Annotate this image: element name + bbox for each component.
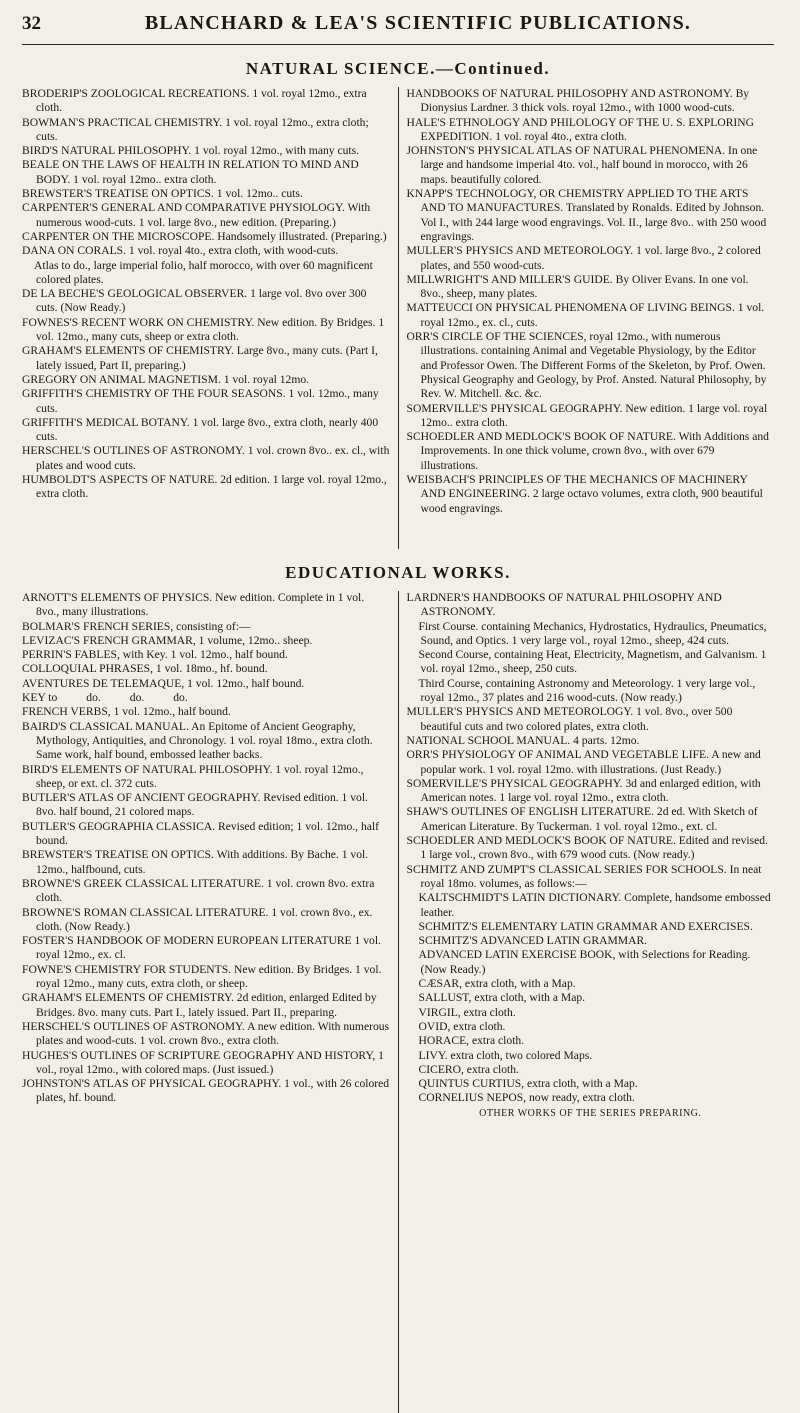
educational-right-column: [398, 591, 775, 1413]
book-entry: BIRD'S ELEMENTS OF NATURAL PHILOSOPHY. 1 vol. royal 12mo., sheep, or ext. cl. 372 cuts.: [22, 762, 364, 790]
book-entry: ORR'S CIRCLE OF THE SCIENCES, royal 12mo., with numerous illustrations. containing Animal and Vegetable Physiology, by the Editor and Professor Owen. The Different Forms of the Skeleton, by Prof. Owen. Physical Geography and Geology, by Prof. Ansted. Natural Philosophy, by Rev. W. Mitchell. &c. &c.: [406, 330, 767, 401]
book-entry: HERSCHEL'S OUTLINES OF ASTRONOMY. A new edition. With numerous plates and wood-cuts. 1 vol. crown 8vo., extra cloth.: [22, 1019, 390, 1048]
book-entry: AVENTURES DE TELEMAQUE, 1 vol. 12mo., half bound.: [22, 676, 305, 690]
book-entry: BIRD'S NATURAL PHILOSOPHY. 1 vol. royal 12mo., with many cuts.: [22, 144, 360, 158]
book-entry: HERSCHEL'S OUTLINES OF ASTRONOMY. 1 vol. crown 8vo.. ex. cl., with plates and wood cuts.: [22, 444, 390, 472]
book-entry: Third Course, containing Astronomy and Meteorology. 1 very large vol., royal 12mo., 37 plates and 216 wood-cuts. (Now ready.): [418, 676, 756, 705]
book-entry: KNAPP'S TECHNOLOGY, OR CHEMISTRY APPLIED TO THE ARTS AND TO MANUFACTURES. Translated by Ronalds. Edited by Johnson. Vol I., with 244 large wood engravings. Vol. II., large 8vo.. with 250 wood engravings.: [406, 187, 767, 243]
book-entry: LEVIZAC'S FRENCH GRAMMAR, 1 volume, 12mo.. sheep.: [22, 633, 313, 647]
book-entry: GREGORY ON ANIMAL MAGNETISM. 1 vol. royal 12mo.: [22, 372, 310, 386]
book-entry: DANA ON CORALS. 1 vol. royal 4to., extra cloth, with wood-cuts.: [22, 244, 339, 258]
book-entry: CICERO, extra cloth.: [418, 1062, 519, 1076]
book-entry: SCHMITZ AND ZUMPT'S CLASSICAL SERIES FOR SCHOOLS. In neat royal 18mo. volumes, as follows:—: [406, 862, 762, 890]
book-entry: SOMERVILLE'S PHYSICAL GEOGRAPHY. 3d and enlarged edition, with American notes. 1 large vol. royal 12mo., extra cloth.: [406, 776, 761, 805]
book-entry: CORNELIUS NEPOS, now ready, extra cloth.: [418, 1091, 635, 1105]
running-head: [22, 12, 774, 42]
book-entry: Atlas to do., large imperial folio, half morocco, with over 60 magnificent colored plates.: [34, 258, 373, 286]
educational-left-column: [22, 591, 398, 1413]
section-title-natural-science: NATURAL SCIENCE.—Continued.: [245, 59, 551, 78]
book-entry: CÆSAR, extra cloth, with a Map.: [418, 977, 576, 991]
section-natural-science: [22, 87, 774, 549]
book-entry: JOHNSTON'S ATLAS OF PHYSICAL GEOGRAPHY. 1 vol., with 26 colored plates, hf. bound.: [22, 1077, 390, 1105]
section-educational-works: [22, 591, 774, 1413]
book-entry: GRIFFITH'S CHEMISTRY OF THE FOUR SEASONS. 1 vol. 12mo., many cuts.: [22, 387, 379, 415]
book-entry: SCHOEDLER AND MEDLOCK'S BOOK OF NATURE. With Additions and Improvements. In one thick volume, crown 8vo., with over 679 illustrations.: [406, 430, 769, 472]
section-title-educational-works: EDUCATIONAL WORKS.: [285, 563, 511, 582]
book-entry: MATTEUCCI ON PHYSICAL PHENOMENA OF LIVING BEINGS. 1 vol. royal 12mo., ex. cl., cuts.: [406, 301, 765, 329]
book-entry: Second Course, containing Heat, Electricity, Magnetism, and Galvanism. 1 vol. royal 12mo., sheep, 250 cuts.: [418, 648, 767, 676]
book-entry: FRENCH VERBS, 1 vol. 12mo., half bound.: [22, 705, 231, 719]
book-entry: First Course. containing Mechanics, Hydrostatics, Hydraulics, Pneumatics, Sound, and Optics. 1 very large vol., royal 12mo., sheep, 424 cuts.: [418, 619, 767, 647]
natural-science-left-column: [22, 87, 398, 549]
book-entry: GRIFFITH'S MEDICAL BOTANY. 1 vol. large 8vo., extra cloth, nearly 400 cuts.: [22, 415, 379, 444]
book-entry: SCHOEDLER AND MEDLOCK'S BOOK OF NATURE. Edited and revised. 1 large vol., crown 8vo., with 679 wood cuts. (Now ready.): [406, 834, 768, 862]
book-entry: HALE'S ETHNOLOGY AND PHILOLOGY OF THE U. S. EXPLORING EXPEDITION. 1 vol. royal 4to., extra cloth.: [406, 115, 755, 143]
book-entry: DE LA BECHE'S GEOLOGICAL OBSERVER. 1 large vol. 8vo over 300 cuts. (Now Ready.): [22, 287, 367, 315]
book-entry: PERRIN'S FABLES, with Key. 1 vol. 12mo., half bound.: [22, 648, 288, 662]
book-entry: BAIRD'S CLASSICAL MANUAL. An Epitome of Ancient Geography, Mythology, Antiquities, and Chronology. 1 vol. royal 18mo., extra cloth. Same work, half bound, embossed leather backs.: [22, 719, 373, 762]
book-entry: BREWSTER'S TREATISE ON OPTICS. With additions. By Bache. 1 vol. 12mo., halfbound, cuts.: [22, 848, 369, 876]
book-entry: BEALE ON THE LAWS OF HEALTH IN RELATION TO MIND AND BODY. 1 vol. royal 12mo.. extra cloth.: [22, 158, 359, 186]
book-entry: VIRGIL, extra cloth.: [418, 1005, 516, 1019]
book-entry: BUTLER'S GEOGRAPHIA CLASSICA. Revised edition; 1 vol. 12mo., half bound.: [22, 819, 379, 848]
book-entry: MULLER'S PHYSICS AND METEOROLOGY. 1 vol. large 8vo., 2 colored plates, and 550 wood-cuts.: [406, 244, 761, 272]
book-entry: CARPENTER ON THE MICROSCOPE. Handsomely illustrated. (Preparing.): [22, 229, 387, 243]
book-entry: MULLER'S PHYSICS AND METEOROLOGY. 1 vol. 8vo., over 500 beautiful cuts and two colored plates, extra cloth.: [406, 705, 733, 733]
book-entry: SALLUST, extra cloth, with a Map.: [418, 991, 586, 1005]
book-entry: LIVY. extra cloth, two colored Maps.: [418, 1048, 593, 1062]
book-entry: FOSTER'S HANDBOOK OF MODERN EUROPEAN LITERATURE 1 vol. royal 12mo., ex. cl.: [22, 934, 381, 962]
series-footnote: OTHER WORKS OF THE SERIES PREPARING.: [479, 1107, 702, 1119]
book-entry: KALTSCHMIDT'S LATIN DICTIONARY. Complete, handsome embossed leather.: [418, 891, 771, 919]
book-entry: COLLOQUIAL PHRASES, 1 vol. 18mo., hf. bound.: [22, 662, 268, 676]
book-entry: ADVANCED LATIN EXERCISE BOOK, with Selections for Reading. (Now Ready.): [418, 948, 751, 976]
book-entry: NATIONAL SCHOOL MANUAL. 4 parts. 12mo.: [406, 733, 640, 747]
book-entry: BRODERIP'S ZOOLOGICAL RECREATIONS. 1 vol. royal 12mo., extra cloth.: [22, 87, 367, 115]
book-entry: FOWNES'S RECENT WORK ON CHEMISTRY. New edition. By Bridges. 1 vol. 12mo., many cuts, sheep or extra cloth.: [22, 315, 385, 344]
header-rule: [22, 44, 774, 45]
book-entry: HORACE, extra cloth.: [418, 1034, 525, 1048]
book-entry: WEISBACH'S PRINCIPLES OF THE MECHANICS OF MACHINERY AND ENGINEERING. 2 large octavo volumes, extra cloth, 900 beautiful wood engravings.: [406, 473, 763, 515]
book-entry: QUINTUS CURTIUS, extra cloth, with a Map.: [418, 1077, 638, 1091]
book-entry: BUTLER'S ATLAS OF ANCIENT GEOGRAPHY. Revised edition. 1 vol. 8vo. half bound, 21 colored maps.: [22, 791, 368, 819]
book-entry: BREWSTER'S TREATISE ON OPTICS. 1 vol. 12mo.. cuts.: [22, 187, 303, 201]
book-entry: GRAHAM'S ELEMENTS OF CHEMISTRY. 2d edition, enlarged Edited by Bridges. 8vo. many cuts. Part I., lately issued. Part II., preparing.: [22, 991, 377, 1019]
running-head-title: BLANCHARD & LEA'S SCIENTIFIC PUBLICATIONS.: [144, 12, 692, 34]
book-entry: BROWNE'S GREEK CLASSICAL LITERATURE. 1 vol. crown 8vo. extra cloth.: [22, 876, 375, 905]
book-entry: FOWNE'S CHEMISTRY FOR STUDENTS. New edition. By Bridges. 1 vol. royal 12mo., many cuts, extra cloth, or sheep.: [22, 962, 382, 991]
book-entry: SHAW'S OUTLINES OF ENGLISH LITERATURE. 2d ed. With Sketch of American Literature. By Tuckerman. 1 vol. royal 12mo., ext. cl.: [406, 805, 758, 833]
book-entry: LARDNER'S HANDBOOKS OF NATURAL PHILOSOPHY AND ASTRONOMY.: [406, 591, 722, 619]
book-entry: HUMBOLDT'S ASPECTS OF NATURE. 2d edition. 1 large vol. royal 12mo., extra cloth.: [22, 473, 387, 501]
book-entry: JOHNSTON'S PHYSICAL ATLAS OF NATURAL PHENOMENA. In one large and handsome imperial 4to. vol., half bound in morocco, with 26 maps. beautifully colored.: [406, 144, 758, 186]
book-entry: BOLMAR'S FRENCH SERIES, consisting of:—: [22, 619, 251, 633]
book-entry: BROWNE'S ROMAN CLASSICAL LITERATURE. 1 vol. crown 8vo., ex. cloth. (Now Ready.): [22, 905, 373, 933]
book-entry: ARNOTT'S ELEMENTS OF PHYSICS. New edition. Complete in 1 vol. 8vo., many illustrations.: [22, 591, 365, 619]
natural-science-right-column: [398, 87, 775, 549]
book-entry: MILLWRIGHT'S AND MILLER'S GUIDE. By Oliver Evans. In one vol. 8vo., sheep, many plates.: [406, 272, 749, 301]
book-entry: KEY to do. do. do.: [22, 691, 188, 705]
book-entry: HUGHES'S OUTLINES OF SCRIPTURE GEOGRAPHY AND HISTORY, 1 vol., royal 12mo., with colored maps. (Just issued.): [22, 1048, 384, 1076]
page-number: 32: [22, 13, 41, 34]
book-entry: SCHMITZ'S ELEMENTARY LATIN GRAMMAR AND EXERCISES.: [418, 919, 753, 933]
book-entry: BOWMAN'S PRACTICAL CHEMISTRY. 1 vol. royal 12mo., extra cloth; cuts.: [22, 115, 369, 143]
book-entry: OVID, extra cloth.: [418, 1019, 506, 1033]
book-entry: SOMERVILLE'S PHYSICAL GEOGRAPHY. New edition. 1 large vol. royal 12mo.. extra cloth.: [406, 401, 768, 429]
book-entry: CARPENTER'S GENERAL AND COMPARATIVE PHYSIOLOGY. With numerous wood-cuts. 1 vol. large 8vo., new edition. (Preparing.): [22, 201, 371, 229]
book-entry: SCHMITZ'S ADVANCED LATIN GRAMMAR.: [418, 934, 648, 948]
book-entry: ORR'S PHYSIOLOGY OF ANIMAL AND VEGETABLE LIFE. A new and popular work. 1 vol. royal 12mo. with illustrations. (Just Ready.): [406, 748, 761, 776]
book-entry: HANDBOOKS OF NATURAL PHILOSOPHY AND ASTRONOMY. By Dionysius Lardner. 3 thick vols. royal 12mo., with 1000 wood-cuts.: [406, 87, 750, 115]
book-entry: GRAHAM'S ELEMENTS OF CHEMISTRY. Large 8vo., many cuts. (Part I, lately issued, Part II, preparing.): [22, 344, 378, 372]
